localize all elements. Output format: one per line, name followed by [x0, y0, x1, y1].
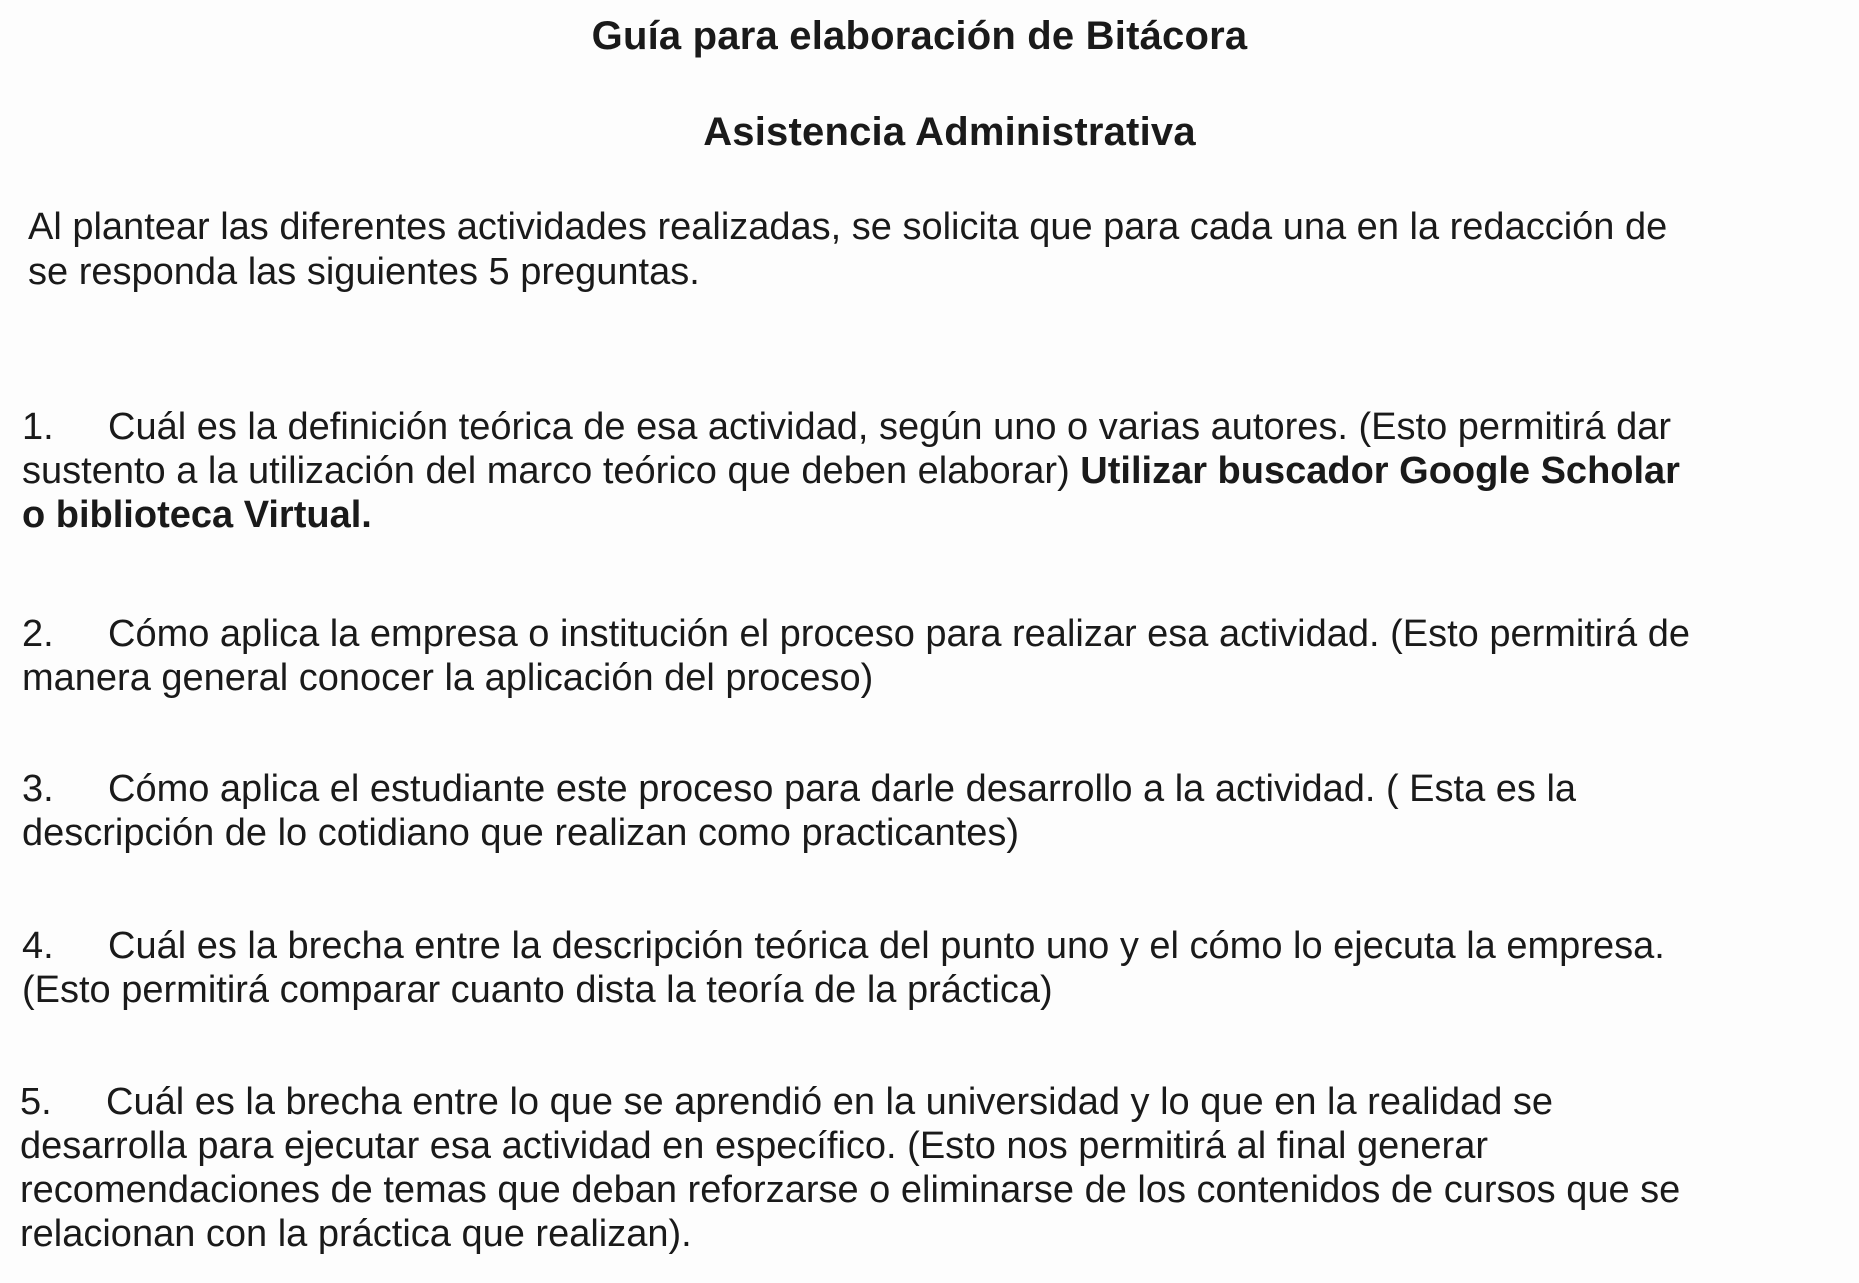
item-text-line: manera general conocer la aplicación del proceso)	[22, 657, 874, 699]
question-item-1	[22, 405, 1842, 537]
item-bold-text: Utilizar buscador Google Scholar	[1080, 450, 1680, 492]
intro-paragraph	[28, 205, 1828, 295]
question-item-3	[22, 767, 1842, 855]
item-text-line: Cómo aplica la empresa o institución el proceso para realizar esa actividad. (Esto permitirá de	[108, 613, 1690, 655]
item-text-line: sustento a la utilización del marco teórico que deben elaborar)	[22, 450, 1081, 492]
item-number: 2.	[22, 613, 54, 655]
question-item-5	[20, 1080, 1840, 1256]
item-text-line: (Esto permitirá comparar cuanto dista la teoría de la práctica)	[22, 969, 1053, 1011]
question-item-4	[22, 924, 1842, 1012]
intro-line-2: se responda las siguientes 5 preguntas.	[28, 251, 700, 293]
item-bold-text: o biblioteca Virtual.	[22, 494, 372, 536]
item-text-line: relacionan con la práctica que realizan).	[20, 1213, 692, 1255]
item-text-line: Cómo aplica el estudiante este proceso para darle desarrollo a la actividad. ( Esta es la	[108, 768, 1577, 810]
item-text-line: Cuál es la definición teórica de esa actividad, según uno o varias autores. (Esto permitirá dar	[108, 406, 1672, 448]
question-item-2	[22, 612, 1842, 700]
document-subtitle: Asistencia Administrativa	[703, 110, 1196, 154]
document-title: Guía para elaboración de Bitácora	[591, 14, 1248, 58]
item-text-line: recomendaciones de temas que deban reforzarse o eliminarse de los contenidos de cursos que se	[20, 1169, 1681, 1211]
item-text-line: descripción de lo cotidiano que realizan como practicantes)	[22, 812, 1019, 854]
item-number: 1.	[22, 406, 54, 448]
item-text-line: Cuál es la brecha entre lo que se aprendió en la universidad y lo que en la realidad se	[106, 1081, 1554, 1123]
item-text-line: Cuál es la brecha entre la descripción teórica del punto uno y el cómo lo ejecuta la empresa.	[108, 925, 1665, 967]
item-number: 4.	[22, 925, 54, 967]
item-text-line: desarrolla para ejecutar esa actividad en específico. (Esto nos permitirá al final generar	[20, 1125, 1488, 1167]
item-number: 5.	[20, 1081, 52, 1123]
intro-line-1: Al plantear las diferentes actividades realizadas, se solicita que para cada una en la redacción de	[28, 206, 1668, 248]
item-number: 3.	[22, 768, 54, 810]
